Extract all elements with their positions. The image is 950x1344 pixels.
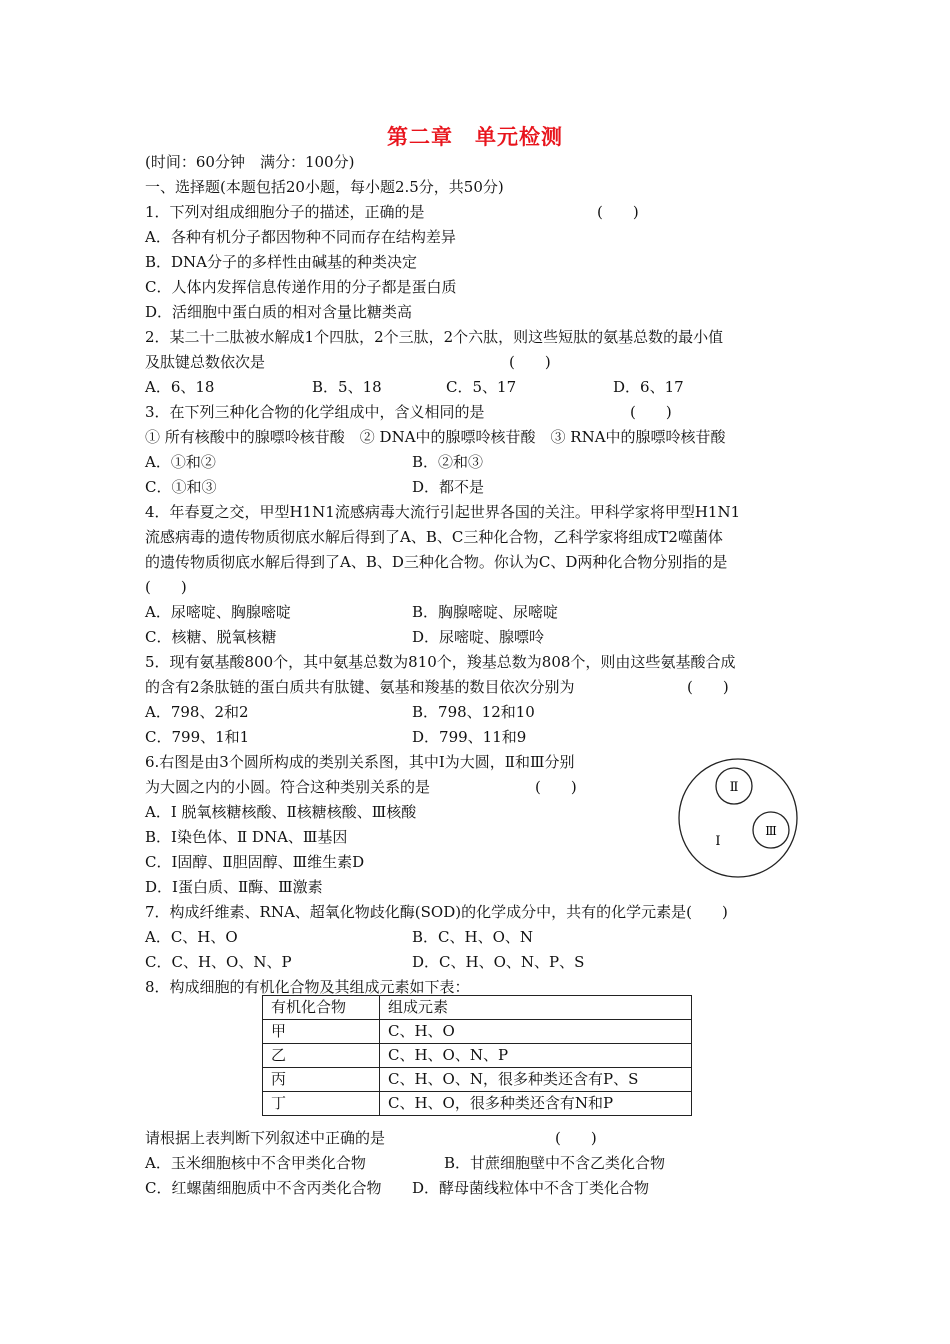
q3-items: ① 所有核酸中的腺嘌呤核苷酸 ② DNA中的腺嘌呤核苷酸 ③ RNA中的腺嘌呤核苷酸 — [145, 428, 726, 446]
table-cell: 甲 — [263, 1020, 380, 1044]
q6-option-d: D．Ⅰ蛋白质、Ⅱ酶、Ⅲ激素 — [145, 878, 323, 896]
table-cell: C、H、O，很多种类还含有N和P — [380, 1092, 692, 1116]
q1-option-b: B．DNA分子的多样性由碱基的种类决定 — [145, 253, 418, 271]
q8-option-d: D．酵母菌线粒体中不含丁类化合物 — [412, 1179, 650, 1197]
q8-option-a: A．玉米细胞核中不含甲类化合物 — [145, 1154, 366, 1172]
q3-option-a: A．①和② — [145, 453, 216, 471]
venn-diagram — [676, 758, 800, 878]
table-row — [263, 1044, 692, 1068]
table-cell: 乙 — [263, 1044, 380, 1068]
q6-answer-paren: ( ) — [535, 778, 577, 796]
q8-stem: 8．构成细胞的有机化合物及其组成元素如下表： — [145, 978, 470, 996]
q6-option-b: B．Ⅰ染色体、Ⅱ DNA、Ⅲ基因 — [145, 828, 348, 846]
q1-option-a: A．各种有机分子都因物种不同而存在结构差异 — [145, 228, 456, 246]
table-cell: C、H、O、N，很多种类还含有P、S — [380, 1068, 692, 1092]
q1-stem: 1．下列对组成细胞分子的描述，正确的是 — [145, 203, 425, 221]
q6-option-c: C．Ⅰ固醇、Ⅱ胆固醇、Ⅲ维生素D — [145, 853, 365, 871]
q7-option-c: C．C、H、O、N、P — [145, 953, 292, 971]
q5-option-c: C．799、1和1 — [145, 728, 250, 746]
q8-after-table: 请根据上表判断下列叙述中正确的是 — [145, 1129, 386, 1147]
q8-option-c: C．红螺菌细胞质中不含丙类化合物 — [145, 1179, 382, 1197]
q3-stem: 3．在下列三种化合物的化学组成中，含义相同的是 — [145, 403, 485, 421]
q1-option-c: C．人体内发挥信息传递作用的分子都是蛋白质 — [145, 278, 457, 296]
section-heading: 一、选择题(本题包括20小题，每小题2.5分，共50分) — [145, 178, 504, 196]
big-circle — [679, 759, 797, 877]
q5-stem-line2: 的含有2条肽链的蛋白质共有肽键、氨基和羧基的数目依次分别为 — [145, 678, 575, 696]
q2-answer-paren: ( ) — [509, 353, 551, 371]
exam-meta: (时间：60分钟 满分：100分) — [145, 153, 355, 171]
element-table — [262, 995, 692, 1116]
q3-answer-paren: ( ) — [630, 403, 672, 421]
table-row — [263, 1020, 692, 1044]
q4-stem-line3: 的遗传物质彻底水解后得到了A、B、D三种化合物。你认为C、D两种化合物分别指的是 — [145, 553, 728, 571]
q7-option-d: D．C、H、O、N、P、S — [412, 953, 585, 971]
q5-option-d: D．799、11和9 — [412, 728, 527, 746]
table-cell: 丁 — [263, 1092, 380, 1116]
label-ii: Ⅱ — [729, 780, 739, 795]
q1-option-d: D．活细胞中蛋白质的相对含量比糖类高 — [145, 303, 413, 321]
q3-option-d: D．都不是 — [412, 478, 485, 496]
q4-option-b: B．胸腺嘧啶、尿嘧啶 — [412, 603, 559, 621]
q5-answer-paren: ( ) — [687, 678, 729, 696]
q2-stem-line2: 及肽键总数依次是 — [145, 353, 266, 371]
q4-stem-line2: 流感病毒的遗传物质彻底水解后得到了A、B、C三种化合物，乙科学家将组成T2噬菌体 — [145, 528, 723, 546]
table-cell: C、H、O — [380, 1020, 692, 1044]
label-iii: Ⅲ — [765, 824, 777, 838]
q3-option-b: B．②和③ — [412, 453, 484, 471]
q4-option-d: D．尿嘧啶、腺嘌呤 — [412, 628, 545, 646]
table-cell: 丙 — [263, 1068, 380, 1092]
q5-option-b: B．798、12和10 — [412, 703, 535, 721]
q7-stem: 7．构成纤维素、RNA、超氧化物歧化酶(SOD)的化学成分中，共有的化学元素是( ) — [145, 903, 728, 921]
q2-option-b: B．5、18 — [312, 378, 382, 396]
q2-stem-line1: 2．某二十二肽被水解成1个四肽，2个三肽，2个六肽，则这些短肽的氨基总数的最小值 — [145, 328, 724, 346]
q1-answer-paren: ( ) — [597, 203, 639, 221]
q7-option-a: A．C、H、O — [145, 928, 238, 946]
q4-option-a: A．尿嘧啶、胸腺嘧啶 — [145, 603, 291, 621]
table-cell: C、H、O、N、P — [380, 1044, 692, 1068]
q5-stem-line1: 5．现有氨基酸800个，其中氨基总数为810个，羧基总数为808个，则由这些氨基酸合成 — [145, 653, 736, 671]
q4-answer-paren: ( ) — [145, 578, 187, 596]
table-row — [263, 1092, 692, 1116]
q6-stem-line1: 6.右图是由3个圆所构成的类别关系图，其中Ⅰ为大圆，Ⅱ和Ⅲ分别 — [145, 753, 575, 771]
table-header-cell: 有机化合物 — [263, 996, 380, 1020]
q3-option-c: C．①和③ — [145, 478, 217, 496]
table-header-cell: 组成元素 — [380, 996, 692, 1020]
table-header-row — [263, 996, 692, 1020]
q7-option-b: B．C、H、O、N — [412, 928, 534, 946]
q6-option-a: A．Ⅰ 脱氧核糖核酸、Ⅱ核糖核酸、Ⅲ核酸 — [145, 803, 417, 821]
q8-option-b: B．甘蔗细胞壁中不含乙类化合物 — [444, 1154, 666, 1172]
q2-option-a: A．6、18 — [145, 378, 215, 396]
q8-answer-paren: ( ) — [555, 1129, 597, 1147]
q6-stem-line2: 为大圆之内的小圆。符合这种类别关系的是 — [145, 778, 431, 796]
page-title: 第二章 单元检测 — [387, 124, 563, 149]
q2-option-d: D．6、17 — [613, 378, 684, 396]
table-row — [263, 1068, 692, 1092]
q4-option-c: C．核糖、脱氧核糖 — [145, 628, 277, 646]
q4-stem-line1: 4．年春夏之交，甲型H1N1流感病毒大流行引起世界各国的关注。甲科学家将甲型H1N1 — [145, 503, 741, 521]
q5-option-a: A．798、2和2 — [145, 703, 249, 721]
label-i: Ⅰ — [715, 834, 721, 849]
q2-option-c: C．5、17 — [446, 378, 517, 396]
